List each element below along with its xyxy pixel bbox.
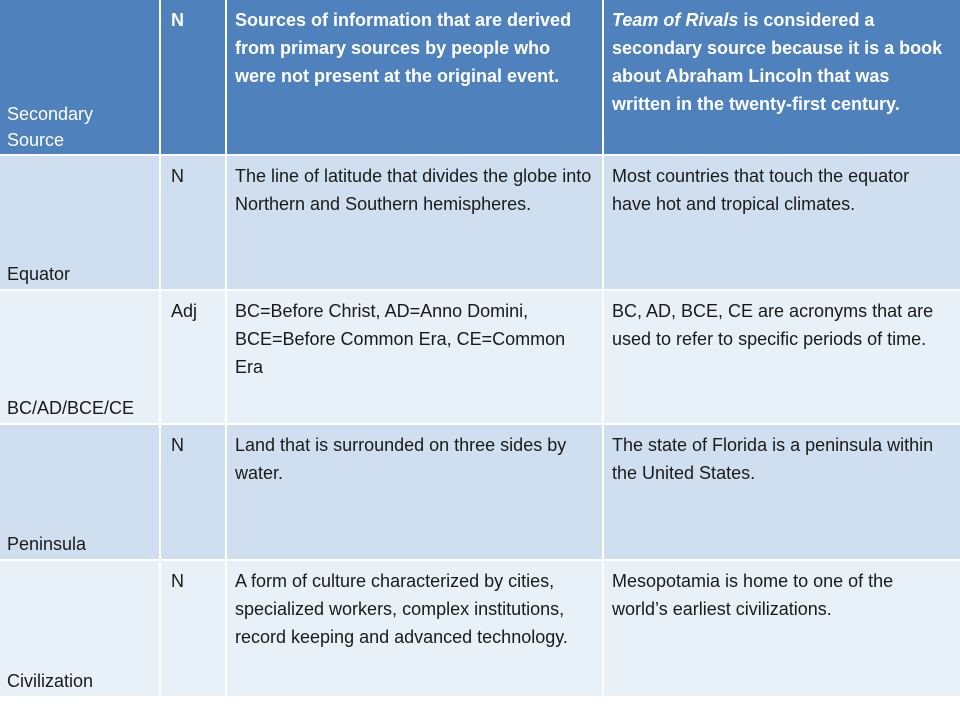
table-row-bc-ad-bce-ce — [0, 290, 960, 424]
part-of-speech-cell: N — [160, 560, 226, 697]
definition-cell: Land that is surrounded on three sides by water. — [226, 424, 603, 560]
part-of-speech-cell: N — [160, 424, 226, 560]
definition-cell: Sources of information that are derived from primary sources by people who were not present at the original event. — [226, 0, 603, 155]
term-cell: Peninsula — [0, 424, 160, 560]
term-cell: Secondary Source — [0, 0, 160, 155]
table-row-secondary-source — [0, 0, 960, 155]
term-cell: BC/AD/BCE/CE — [0, 290, 160, 424]
part-of-speech-cell: N — [160, 0, 226, 155]
table-row-equator — [0, 155, 960, 290]
definition-cell: A form of culture characterized by cities, specialized workers, complex institutions, record keeping and advanced technology. — [226, 560, 603, 697]
part-of-speech-cell: Adj — [160, 290, 226, 424]
example-cell: Mesopotamia is home to one of the world’s earliest civilizations. — [603, 560, 960, 697]
term-cell: Equator — [0, 155, 160, 290]
example-cell — [603, 0, 960, 155]
part-of-speech-cell: N — [160, 155, 226, 290]
example-cell: BC, AD, BCE, CE are acronyms that are used to refer to specific periods of time. — [603, 290, 960, 424]
example-cell: Most countries that touch the equator have hot and tropical climates. — [603, 155, 960, 290]
table-row-peninsula — [0, 424, 960, 560]
definition-cell: BC=Before Christ, AD=Anno Domini, BCE=Before Common Era, CE=Common Era — [226, 290, 603, 424]
term-cell: Civilization — [0, 560, 160, 697]
example-text: is considered a secondary source because it is a book about Abraham Lincoln that was written in the twenty-first century. — [612, 10, 943, 114]
definition-cell: The line of latitude that divides the globe into Northern and Southern hemispheres. — [226, 155, 603, 290]
example-cell: The state of Florida is a peninsula within the United States. — [603, 424, 960, 560]
book-title: Team of Rivals — [612, 10, 739, 30]
table-row-civilization — [0, 560, 960, 697]
